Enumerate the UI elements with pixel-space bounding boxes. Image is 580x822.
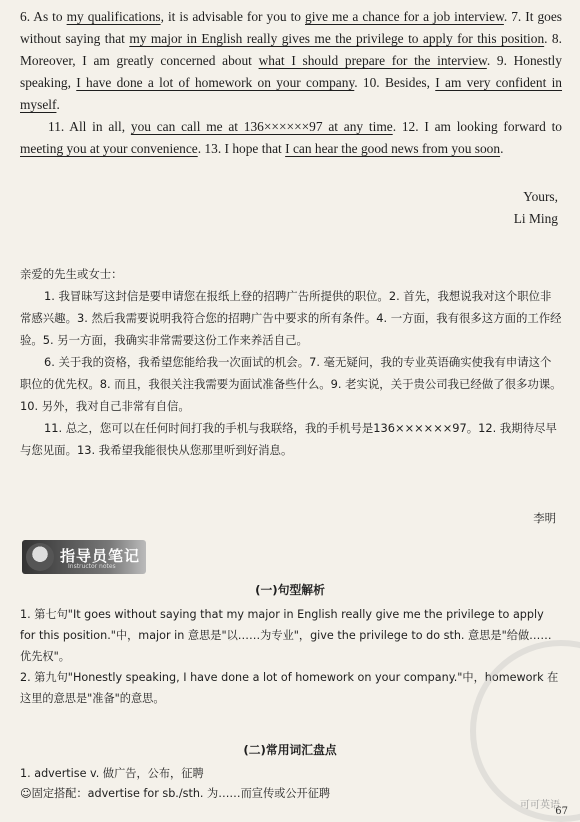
note-item-1: 1. 第七句"It goes without saying that my major in English really give me the privilege to apply for this position."中，major in 意思是"以……为专业"，give the privilege to do sth. 意思是"给做……优先权"。 [20, 608, 552, 663]
chinese-greeting: 亲爱的先生或女士： [20, 267, 123, 281]
badge-title: 指导员笔记 [60, 547, 141, 565]
vocab-item-1: 1. advertise v. 做广告，公布，征聘 [20, 767, 204, 780]
chinese-paragraph-2: 6. 关于我的资格，我希望您能给我一次面试的机会。7. 毫无疑问，我的专业英语确实使我有申请这个职位的优先权。8. 而且，我很关注我需要为面试准备些什么。9. 老实说，关于贵公司我已经做了很多功课。10. 另外，我对自己非常有自信。 [20, 355, 562, 413]
english-signature: Li Ming [513, 211, 558, 226]
english-paragraph-1: 6. As to my qualifications, it is advisable for you to give me a chance for a job interview. 7. It goes without saying that my major in English really gives me the privilege to apply for this position. 8. Moreover, I am greatly concerned about what I should prepare for the interview. 9. Honestly speaking, I have done a lot of homework on your company. 10. Besides, I am very confident in myself. [20, 9, 563, 112]
underlined-phrase: meeting you at your convenience [20, 141, 198, 156]
chinese-paragraph-1: 1. 我冒昧写这封信是要申请您在报纸上登的招聘广告所提供的职位。2. 首先，我想说我对这个职位非常感兴趣。3. 然后我需要说明我符合您的招聘广告中要求的所有条件。4. 一方面，我有很多这方面的工作经验。5. 另一方面，我确实非常需要这份工作来养活自己。 [20, 289, 562, 347]
underlined-phrase: I have done a lot of homework on your company [76, 75, 355, 90]
badge-subtitle: Instructor notes [68, 563, 116, 570]
underlined-phrase: what I should prepare for the interview [258, 53, 487, 68]
chinese-signature: 李明 [533, 511, 556, 525]
english-closing [438, 186, 558, 230]
underlined-phrase: my qualifications [66, 9, 161, 24]
watermark-text: 可可英语 [520, 800, 560, 811]
underlined-phrase: I am very confident in myself [20, 75, 563, 112]
underlined-phrase: you can call me at 136××××××97 at any time [130, 119, 393, 134]
smiley-icon: ☺ [20, 787, 32, 800]
note-item-2: 2. 第九句"Honestly speaking, I have done a lot of homework on your company."中，homework 在这里的意思是"准备"的意思。 [20, 671, 559, 705]
page-number: 67 [555, 806, 568, 817]
chinese-paragraph-3: 11. 总之，您可以在任何时间打我的手机与我联络，我的手机号是136××××××97。12. 我期待尽早与您见面。13. 我希望我能很快从您那里听到好消息。 [20, 421, 557, 457]
chinese-translation [20, 263, 562, 461]
section-title-vocabulary: (二)常用词汇盘点 [243, 743, 337, 757]
section-title-sentence-analysis: (一)句型解析 [255, 583, 325, 597]
english-paragraph-2: 11. All in all, you can call me at 136××××××97 at any time. 12. I am looking forward to meeting you at your convenience. 13. I hope that I can hear the good news from you soon. [20, 119, 562, 156]
instructor-avatar-icon [26, 543, 54, 571]
closing-word: Yours, [523, 189, 558, 204]
underlined-phrase: give me a chance for a job interview [305, 9, 504, 24]
instructor-notes-badge [22, 540, 146, 574]
vocab-collocation: ☺固定搭配：advertise for sb./sth. 为……而宣传或公开征聘 [20, 787, 331, 800]
english-letter [20, 6, 562, 160]
underlined-phrase: my major in English really gives me the privilege to apply for this position [129, 31, 545, 46]
underlined-phrase: I can hear the good news from you soon [285, 141, 501, 156]
